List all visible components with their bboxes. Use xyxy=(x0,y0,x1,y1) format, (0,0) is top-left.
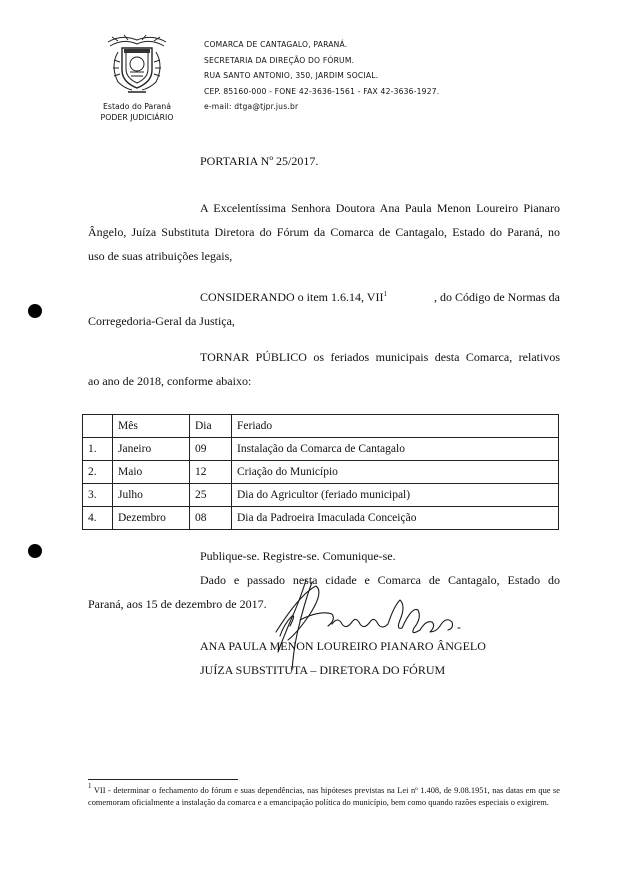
table-cell-day: 12 xyxy=(190,461,232,484)
table-cell-number: 3. xyxy=(83,484,113,507)
considerando-paragraph xyxy=(88,285,560,333)
punch-hole-mark xyxy=(28,544,42,558)
considerando-text-end: , do Código de Normas da xyxy=(434,290,560,304)
header-line-secretaria: SECRETARIA DA DIREÇÃO DO FÓRUM. xyxy=(204,55,355,65)
signature-block xyxy=(200,634,560,682)
coat-of-arms-seal xyxy=(104,32,170,96)
considerando-text: CONSIDERANDO o item 1.6.14, VII$^1$ xyxy=(200,290,387,304)
tornar-line-2: ao ano de 2018, conforme abaixo: xyxy=(88,374,252,388)
footnote-mark: 1 xyxy=(88,782,92,790)
table-cell-day: 25 xyxy=(190,484,232,507)
table-cell-day: 08 xyxy=(190,507,232,530)
table-header-cell: Mês xyxy=(113,415,190,438)
signer-role: JUÍZA SUBSTITUTA – DIRETORA DO FÓRUM xyxy=(200,663,446,677)
table-cell-holiday: Dia do Agricultor (feriado municipal) xyxy=(232,484,559,507)
intro-line-2: Ângelo, Juíza Substituta Diretora do Fórum da Comarca de Cantagalo, Estado do Paraná, no xyxy=(88,225,560,239)
tornar-paragraph xyxy=(88,345,560,393)
footnote xyxy=(88,782,560,808)
considerando-line-1 xyxy=(200,285,560,309)
footnote-text: VII - determinar o fechamento do fórum e suas dependências, nas hipóteses previstas na Lei nº 1.408, de 9.08.1951, nas datas em que se comemoram oficialmente a instalação da comarca e a emancipação política do município, bem como quando razões especiais o exigirem. xyxy=(88,786,560,807)
header-address-block xyxy=(204,37,504,115)
publish-line: Publique-se. Registre-se. Comunique-se. xyxy=(200,549,396,563)
table-cell-month: Janeiro xyxy=(113,438,190,461)
considerando-line-2: Corregedoria-Geral da Justiça, xyxy=(88,314,235,328)
table-header-cell: Dia xyxy=(190,415,232,438)
table-header-row xyxy=(83,415,559,438)
table-cell-number: 2. xyxy=(83,461,113,484)
table-row xyxy=(83,461,559,484)
intro-paragraph xyxy=(88,196,560,268)
table-cell-month: Maio xyxy=(113,461,190,484)
table-header-cell: Feriado xyxy=(232,415,559,438)
tornar-line-1: TORNAR PÚBLICO os feriados municipais desta Comarca, relativos xyxy=(200,350,560,364)
header-line-phone: CEP. 85160-000 - FONE 42-3636-1561 - FAX 42-3636-1927. xyxy=(204,86,440,96)
parana-seal-icon xyxy=(104,32,170,96)
table-cell-day: 09 xyxy=(190,438,232,461)
dado-line-2: Paraná, aos 15 de dezembro de 2017. xyxy=(88,597,267,611)
intro-line-3: uso de suas atribuições legais, xyxy=(88,249,233,263)
footnote-divider xyxy=(88,779,238,780)
table-cell-number: 4. xyxy=(83,507,113,530)
table-row xyxy=(83,484,559,507)
page-title: PORTARIA Nº 25/2017. xyxy=(200,154,319,168)
table-cell-holiday: Criação do Município xyxy=(232,461,559,484)
table-row xyxy=(83,507,559,530)
footnote-reference: 1 xyxy=(383,290,387,298)
table-cell-holiday: Dia da Padroeira Imaculada Conceição xyxy=(232,507,559,530)
header-line-address: RUA SANTO ANTONIO, 350, JARDIM SOCIAL. xyxy=(204,71,379,80)
punch-hole-mark xyxy=(28,304,42,318)
seal-caption xyxy=(82,101,192,123)
intro-line-1: A Excelentíssima Senhora Doutora Ana Paula Menon Loureiro Pianaro xyxy=(200,201,560,215)
table-cell-number: 1. xyxy=(83,438,113,461)
seal-caption-state: Estado do Paraná xyxy=(102,102,172,111)
seal-caption-judiciary: PODER JUDICIÁRIO xyxy=(100,113,174,122)
table-row xyxy=(83,438,559,461)
table-header-cell xyxy=(83,415,113,438)
table-cell-holiday: Instalação da Comarca de Cantagalo xyxy=(232,438,559,461)
table-cell-month: Julho xyxy=(113,484,190,507)
dado-line-1: Dado e passado nesta cidade e Comarca de Cantagalo, Estado do xyxy=(200,573,560,587)
holidays-table xyxy=(82,414,559,530)
table-cell-month: Dezembro xyxy=(113,507,190,530)
header-line-comarca: COMARCA DE CANTAGALO, PARANÁ. xyxy=(204,40,348,49)
header-line-email: e-mail: dtga@tjpr.jus.br xyxy=(204,102,299,111)
signer-name: ANA PAULA MENON LOUREIRO PIANARO ÂNGELO xyxy=(200,639,486,653)
